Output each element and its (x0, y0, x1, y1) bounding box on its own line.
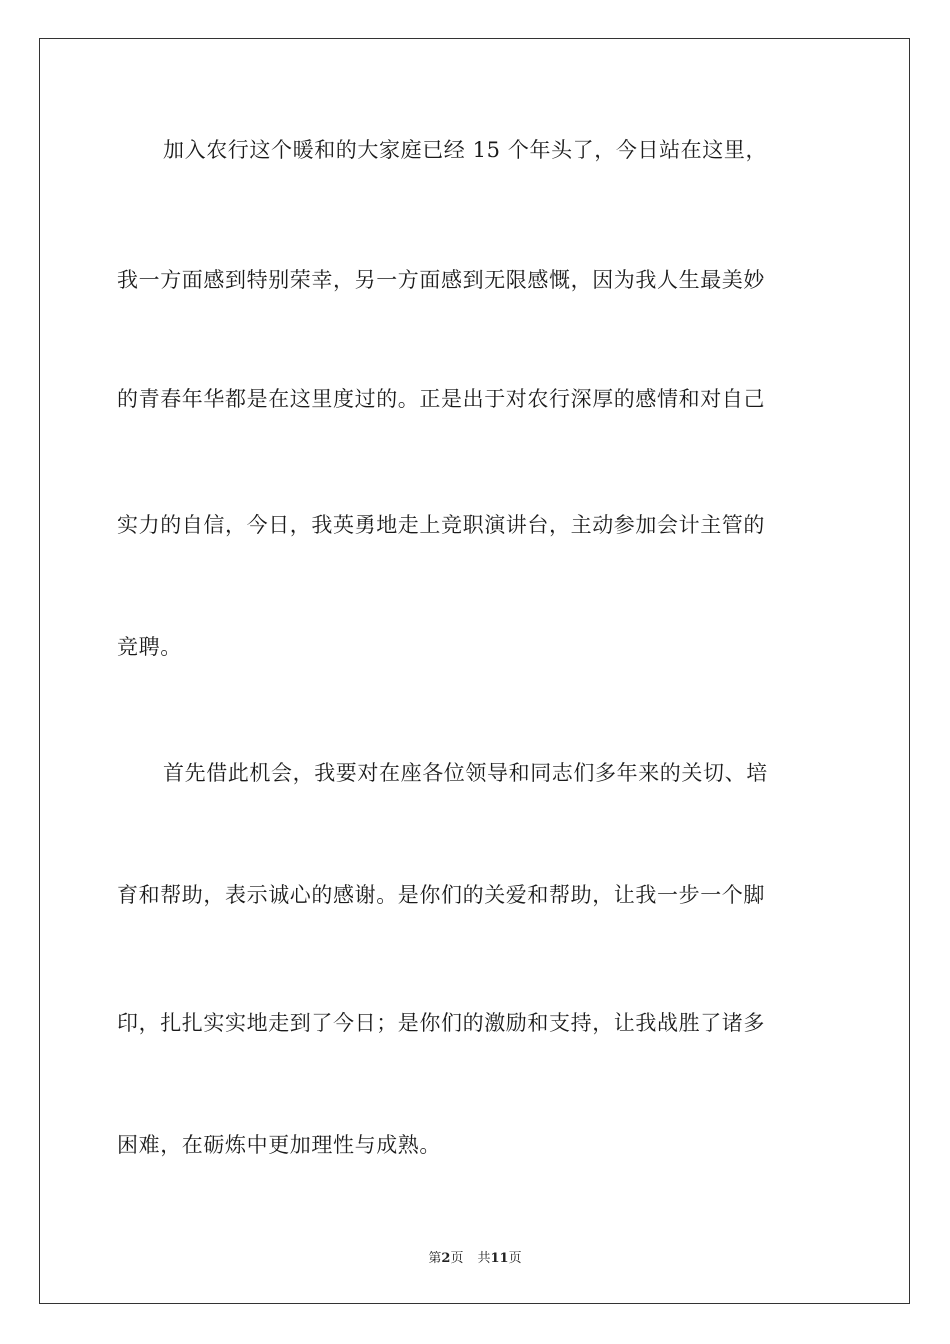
page-border (39, 38, 910, 1304)
footer-page-prefix: 第 (428, 1251, 442, 1266)
paragraph-2-line-4: 困难，在砺炼中更加理性与成熟。 (117, 1133, 441, 1157)
footer-total-prefix: 共 (477, 1251, 491, 1266)
paragraph-1-line-2: 我一方面感到特别荣幸，另一方面感到无限感慨，因为我人生最美妙 (117, 268, 765, 292)
paragraph-2-line-2: 育和帮助，表示诚心的感谢。是你们的关爱和帮助，让我一步一个脚 (117, 883, 765, 907)
paragraph-1-line-5: 竞聘。 (117, 635, 182, 659)
paragraph-1-line-3: 的青春年华都是在这里度过的。正是出于对农行深厚的感情和对自己 (117, 387, 765, 411)
footer-total-pages: 11 (490, 1251, 509, 1266)
footer-total-suffix: 页 (508, 1251, 522, 1266)
footer-page-number: 2 (441, 1251, 451, 1266)
page-footer (0, 1247, 950, 1266)
paragraph-2-line-3: 印，扎扎实实地走到了今日；是你们的激励和支持，让我战胜了诸多 (117, 1011, 765, 1035)
footer-page-suffix: 页 (450, 1251, 464, 1266)
paragraph-1-line-4: 实力的自信，今日，我英勇地走上竞职演讲台，主动参加会计主管的 (117, 513, 765, 537)
paragraph-1-line-1: 加入农行这个暖和的大家庭已经 15 个年头了，今日站在这里， (163, 138, 768, 162)
paragraph-2-line-1: 首先借此机会，我要对在座各位领导和同志们多年来的关切、培 (163, 761, 768, 785)
